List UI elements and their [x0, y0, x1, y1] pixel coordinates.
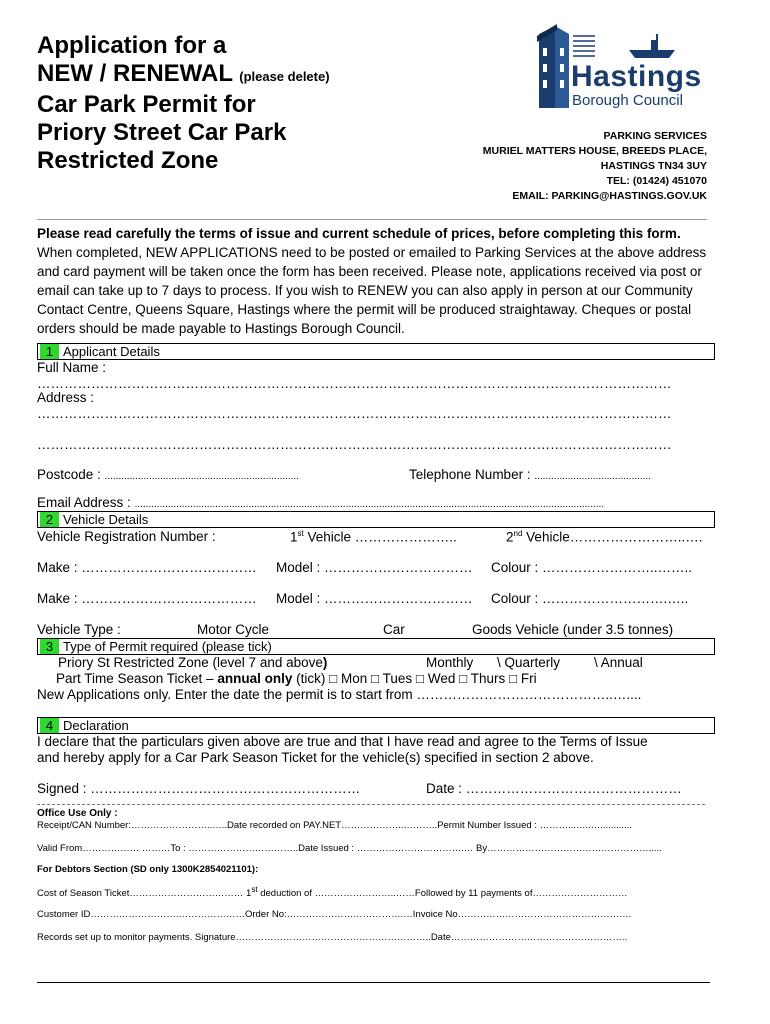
- address-field-2[interactable]: ……………………………………………………………………………………………………………………………: [37, 437, 672, 452]
- title-line4: Priory Street Car Park: [37, 119, 287, 146]
- v1-text: Vehicle …………………..: [303, 529, 457, 545]
- make-1-field[interactable]: Make : …………………………………: [37, 560, 257, 575]
- bottom-rule: [37, 982, 710, 983]
- start-date-field[interactable]: New Applications only. Enter the date the permit is to start from ……………………………………..…....: [37, 687, 642, 702]
- v1-sup: st: [297, 529, 304, 538]
- title-line2: [37, 60, 330, 91]
- office-row-1: Receipt/CAN Number:……………………..…..Date recorded on PAY.NET………………..………..Permit Number Issued : ………...…..…............: [37, 820, 632, 831]
- vehicle-type-car[interactable]: Car: [383, 622, 405, 637]
- postcode-text: Postcode :: [37, 467, 101, 482]
- v1-num: 1: [290, 529, 298, 545]
- model-1-field[interactable]: Model : ……………………………: [276, 560, 473, 575]
- logo-sub: Borough Council: [572, 92, 683, 109]
- vehicle-type-goods[interactable]: Goods Vehicle (under 3.5 tonnes): [472, 622, 674, 637]
- signature-field[interactable]: Signed : ……………………………………………………: [37, 781, 361, 796]
- title-line5: Restricted Zone: [37, 147, 219, 174]
- title-note: (please delete): [239, 69, 330, 84]
- v2-num: 2: [506, 529, 514, 545]
- option-monthly[interactable]: Monthly: [426, 655, 474, 670]
- section-title: Vehicle Details: [63, 512, 149, 527]
- logo-name: Hastings: [571, 60, 702, 93]
- priory-zone-label: [58, 655, 327, 670]
- model-2-field[interactable]: Model : ……………………………: [276, 591, 473, 606]
- office-row-4: Customer ID……………………….…………………Order No:……………………………….…Invoice No……………………………………………….: [37, 909, 632, 920]
- section-title: Applicant Details: [63, 344, 160, 359]
- intro-bold: Please read carefully the terms of issue and current schedule of prices, before completing this form.: [37, 226, 681, 241]
- pt-day-checkboxes[interactable]: (tick) □ Mon □ Tues □ Wed □ Thurs □ Fri: [292, 671, 537, 686]
- full-name-field[interactable]: ……………………………………………………………………………………………………………………………: [37, 376, 672, 391]
- part-time-line[interactable]: [56, 671, 537, 686]
- pt-text: Part Time Season Ticket –: [56, 671, 218, 686]
- postcode-field[interactable]: ......................................................................: [104, 471, 300, 482]
- declaration-line2: and hereby apply for a Car Park Season Ticket for the vehicle(s) specified in section 2 above.: [37, 750, 594, 765]
- council-logo: [525, 22, 725, 114]
- address-label: Address :: [37, 390, 95, 405]
- email-text: Email Address :: [37, 495, 131, 510]
- office-row-5: Records set up to monitor payments. Signature……………………………………………………..Date………………………………………………..: [37, 932, 628, 943]
- date-field[interactable]: Date : …………………………………………: [426, 781, 682, 796]
- address-town: HASTINGS TN34 3UY: [600, 160, 707, 172]
- office-row-3: [37, 885, 627, 899]
- v2-text: Vehicle……………………..….: [522, 529, 703, 545]
- priory-text: Priory St Restricted Zone (level 7 and above: [58, 655, 323, 670]
- section-number: 2: [40, 512, 59, 527]
- section-number: 4: [40, 718, 59, 733]
- vehicle-reg-label: Vehicle Registration Number :: [37, 529, 216, 544]
- intro-text: [37, 224, 712, 338]
- section-title: Declaration: [63, 718, 129, 733]
- address-dept: PARKING SERVICES: [603, 130, 707, 142]
- section-4-header: [37, 717, 715, 734]
- email-field[interactable]: .........................................................................................................................................................................: [134, 499, 605, 510]
- postcode-label: [37, 467, 299, 482]
- telephone-field[interactable]: ..........................................: [534, 471, 652, 482]
- section-number: 3: [40, 639, 59, 654]
- address-field-1[interactable]: ……………………………………………………………………………………………………………………………: [37, 406, 672, 421]
- page-title: [37, 32, 330, 175]
- title-line3: Car Park Permit for: [37, 91, 256, 118]
- pt-annual-only: annual only: [217, 671, 293, 686]
- make-2-field[interactable]: Make : …………………………………: [37, 591, 257, 606]
- section-2-header: [37, 511, 715, 528]
- address-email: EMAIL: PARKING@HASTINGS.GOV.UK: [512, 190, 707, 202]
- priory-close: ): [322, 655, 328, 670]
- colour-1-field[interactable]: Colour : ……………………..……..: [491, 560, 693, 575]
- vehicle-type-motorcycle[interactable]: Motor Cycle: [197, 622, 270, 637]
- telephone-text: Telephone Number :: [409, 467, 531, 482]
- debtors-title: For Debtors Section (SD only 1300K2854021101):: [37, 864, 259, 875]
- office-row-2: Valid From……………… ………To : ……………………………..Date Issued : …………………………….… By…………………………………………….....: [37, 843, 662, 854]
- divider: [37, 219, 707, 220]
- section-1-header: [37, 343, 715, 360]
- colour-2-field[interactable]: Colour : ……………………….…..: [491, 591, 689, 606]
- r3-a: Cost of Season Ticket……………………………… 1: [37, 888, 252, 900]
- address-street: MURIEL MATTERS HOUSE, BREEDS PLACE,: [482, 145, 707, 157]
- vehicle-type-label: Vehicle Type :: [37, 622, 121, 637]
- address-tel: TEL: (01424) 451070: [606, 175, 707, 187]
- intro-body: When completed, NEW APPLICATIONS need to be posted or emailed to Parking Services at the above address and card payment will be taken once the form has been received. Please note, applications received via post or email can take up to 7 days to process. If you wish to RENEW you can also apply in person at our Community Contact Centre, Queens Square, Hastings where the permit will be produced straightaway. Cheques or postal orders should be made payable to Hastings Borough Council.: [37, 245, 707, 336]
- vehicle-1-field[interactable]: [290, 529, 457, 545]
- option-quarterly[interactable]: \ Quarterly: [497, 655, 561, 670]
- option-annual[interactable]: \ Annual: [594, 655, 643, 670]
- title-line1: Application for a: [37, 32, 227, 59]
- r3-sup: st: [251, 885, 258, 894]
- r3-b: deduction of ……………………..……Followed by 11 payments of…………………………: [257, 888, 628, 900]
- office-divider: [37, 804, 705, 805]
- declaration-line1: I declare that the particulars given above are true and that I have read and agree to the Terms of Issue: [37, 734, 648, 749]
- parking-services-address: [483, 129, 707, 204]
- telephone-label: [409, 467, 651, 482]
- office-use-title: Office Use Only :: [37, 808, 118, 819]
- section-3-header: [37, 638, 715, 655]
- section-number: 1: [40, 344, 59, 359]
- v2-sup: nd: [513, 529, 523, 538]
- email-label: [37, 495, 604, 510]
- full-name-label: Full Name :: [37, 360, 107, 375]
- title-new-renewal: NEW / RENEWAL: [37, 60, 233, 87]
- section-title: Type of Permit required (please tick): [63, 639, 272, 654]
- vehicle-2-field[interactable]: [506, 529, 702, 545]
